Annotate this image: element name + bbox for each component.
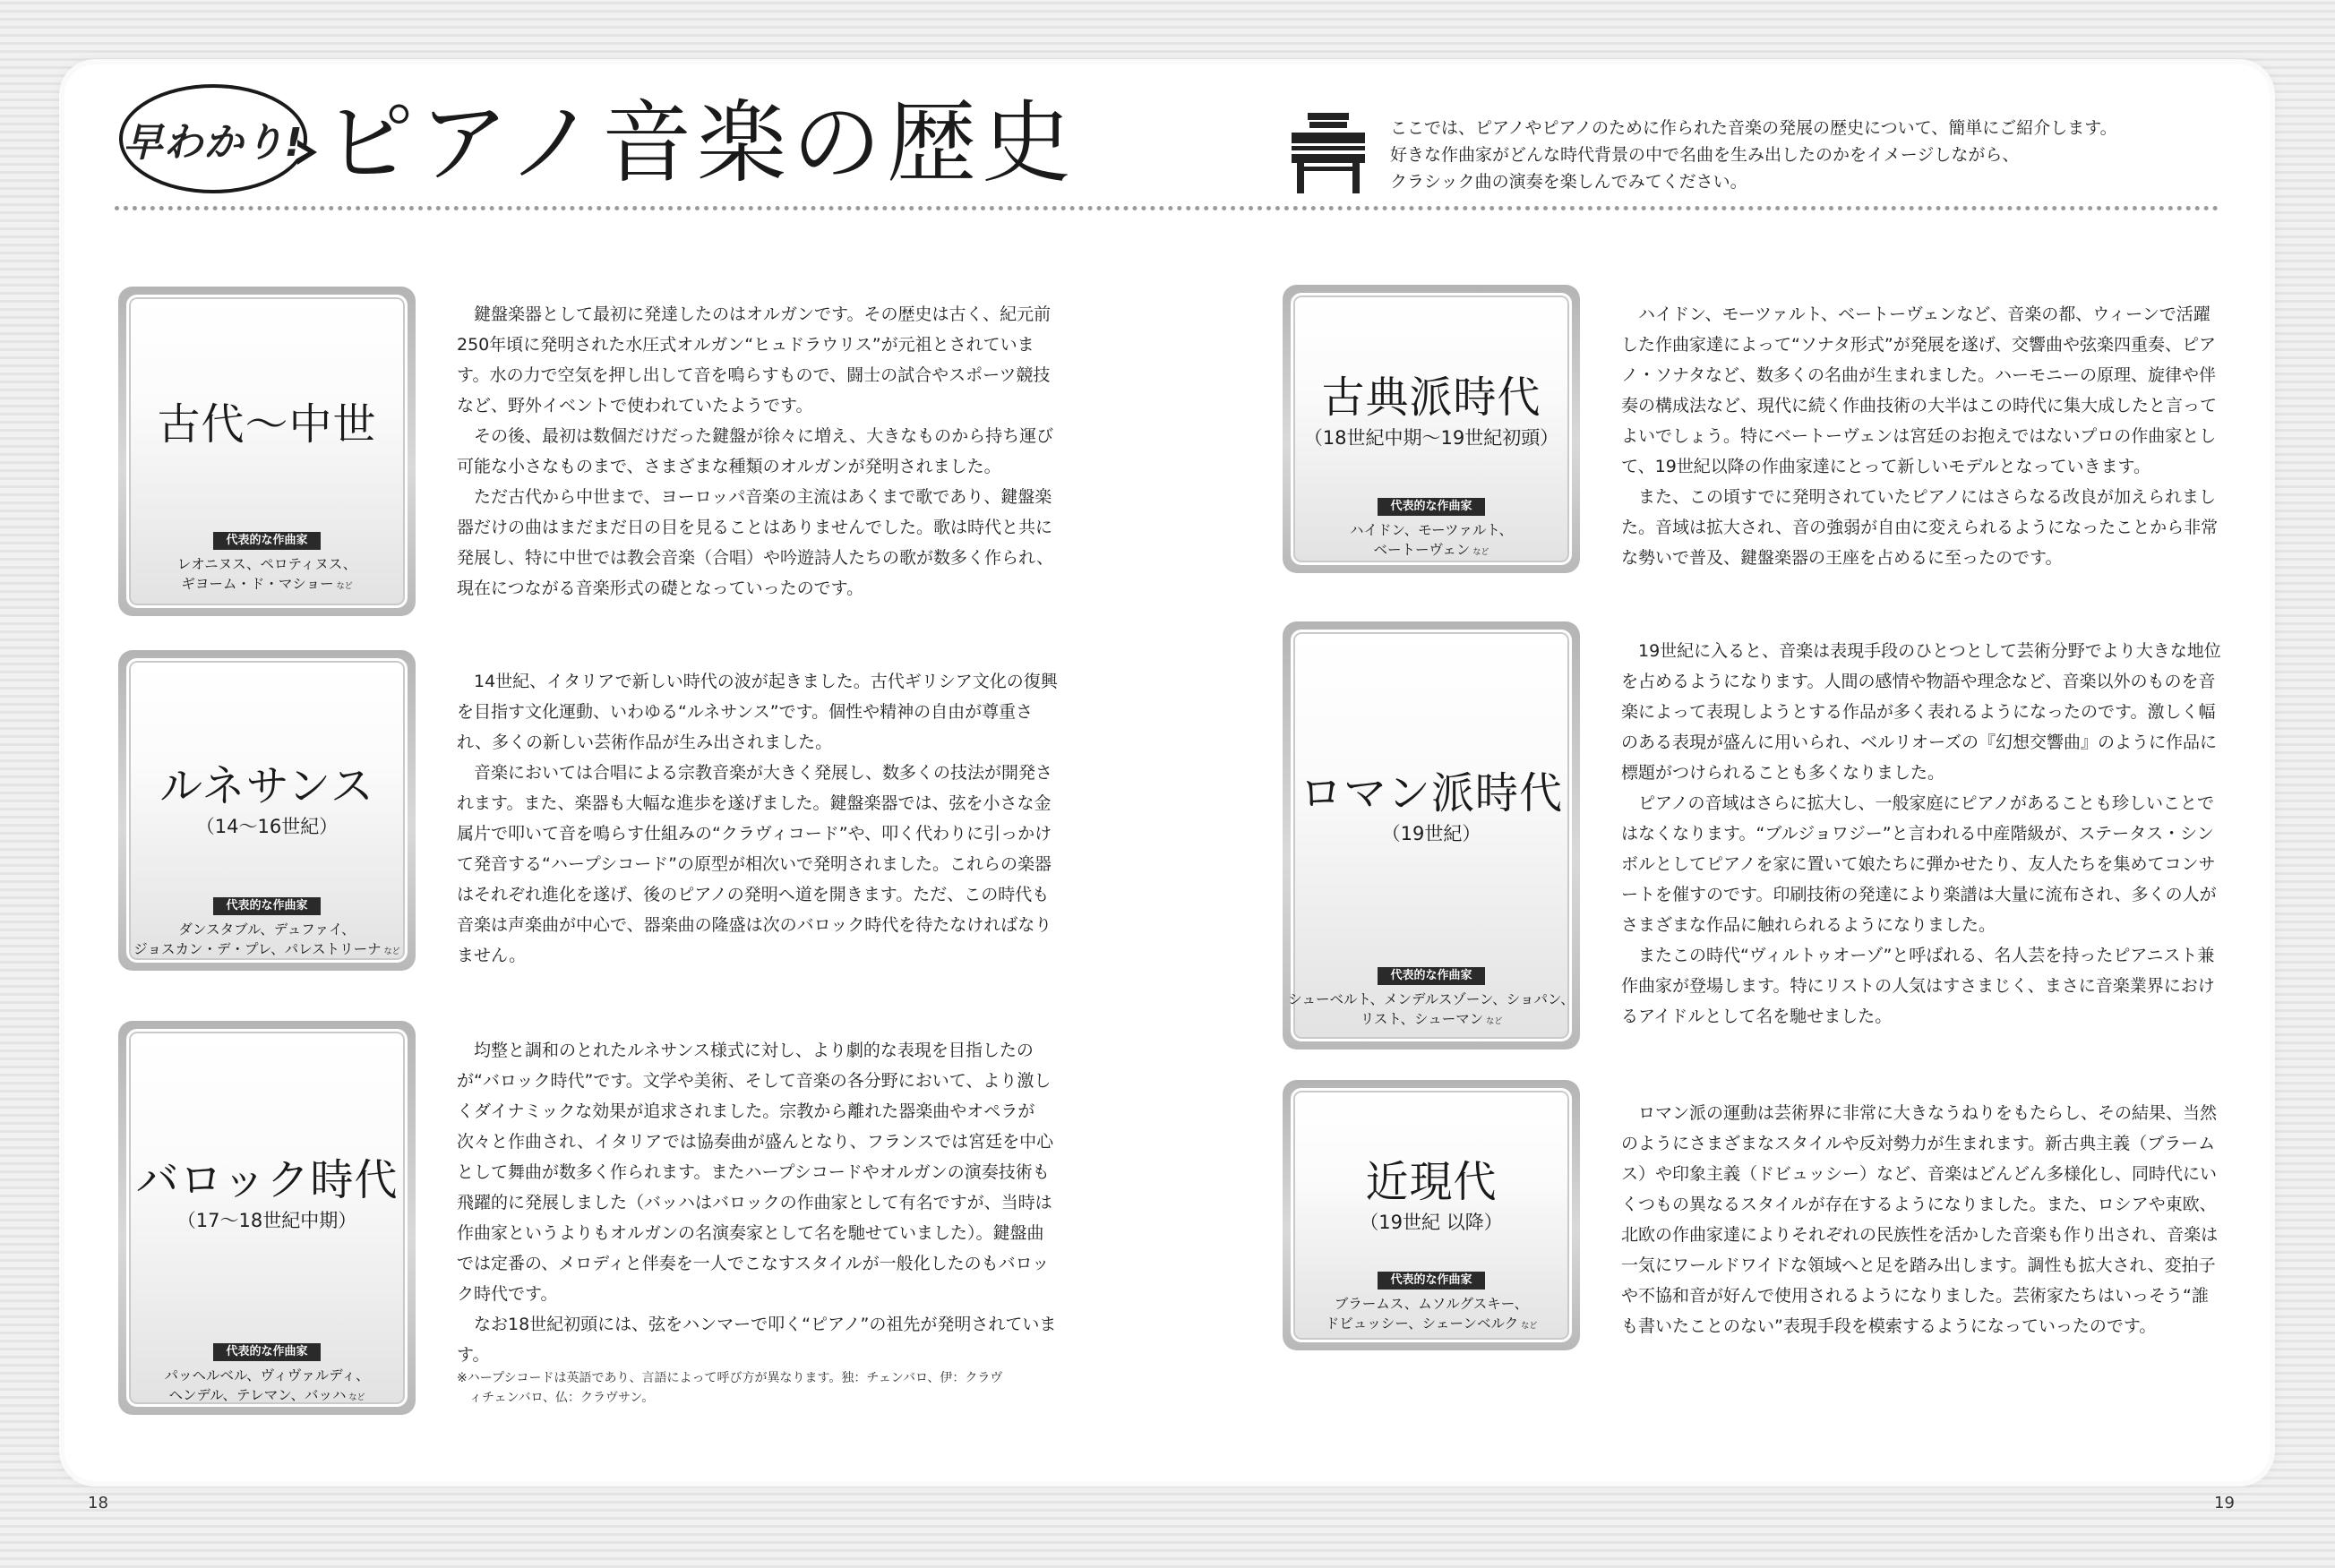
composer-names — [1350, 520, 1513, 562]
era-name: ルネサンス — [159, 761, 374, 811]
composer-line-last: ドビュッシー、シェーンベルク など — [1325, 1315, 1538, 1332]
composer-label: 代表的な作曲家 — [1378, 498, 1484, 516]
composer-names — [133, 920, 399, 962]
composer-block — [1293, 1272, 1569, 1336]
title-badge: 早わかり! — [119, 84, 307, 193]
nado-suffix: など — [1521, 1322, 1538, 1331]
paragraph: 均整と調和のとれたルネサンス様式に対し、より劇的な表現を目指したのが“バロック時代”です。文学や美術、そして音楽の各分野において、より激しくダイナミックな効果が追求されました。宗教から離れた器楽曲やオペラが次々と作曲され、イタリアでは協奏曲が盛んとなり、フランスでは宮廷を中心として舞曲が数多く作られます。またハープシコードやオルガンの演奏技術も飛躍的に発展しました（バッハはバロックの作曲家として有名ですが、当時は作曲家というよりもオルガンの名演奏家として名を馳せていました）。鍵盤曲では定番の、メロディと伴奏を一人でこなすスタイルが一般化したのもバロック時代です。 — [457, 1041, 1054, 1304]
composer-line-last: リスト、シューマン など — [1360, 1011, 1503, 1027]
nado-suffix: など — [1486, 1017, 1503, 1026]
paragraph: 19世紀に入ると、音楽は表現手段のひとつとして芸術分野でより大きな地位を占めるようになります。人間の感情や物語や理念など、音楽以外のものを音楽によって表現しようとする作品が多く表れるようになったのです。激しく幅のある表現が盛んに用いられ、ベルリオーズの『幻想交響曲』のように作品に標題がつけられることも多くなりました。 — [1621, 641, 2221, 783]
page-number-left: 18 — [88, 1494, 108, 1512]
composer-line-last: ヘンデル、テレマン、バッハ など — [168, 1387, 365, 1403]
footnote — [457, 1368, 1075, 1408]
header-divider — [115, 206, 2219, 210]
paragraph: ただ古代から中世まで、ヨーロッパ音楽の主流はあくまで歌であり、鍵盤楽器だけの曲はまだまだ日の目を見ることはありませんでした。歌は時代と共に発展し、特に中世では教会音楽（合唱）や吟遊詩人たちの歌が数多く作られ、現在につながる音楽形式の礎となっていったのです。 — [457, 487, 1054, 598]
era-card-romantic — [1283, 621, 1580, 1050]
paragraph: 音楽においては合唱による宗教音楽が大きく発展し、数多くの技法が開発されます。また、楽器も大幅な進歩を遂げました。鍵盤楽器では、弦を小さな金属片で叩いて音を鳴らす仕組みの“クラヴィコード”や、叩く代わりに引っかけて発音する“ハープシコード”の原型が相次いで発明されました。これらの楽器はそれぞれ進化を遂げ、後のピアノの発明へ道を開きます。ただ、この時代も音楽は声楽曲が中心で、器楽曲の隆盛は次のバロック時代を待たなければなりません。 — [457, 763, 1053, 965]
composer-line: パッヘルベル、ヴィヴァルディ、 — [164, 1367, 370, 1384]
era-period: （17〜18世紀中期） — [176, 1210, 357, 1231]
era-text-romantic — [1621, 636, 2223, 1032]
paragraph: またこの時代“ヴィルトゥオーゾ”と呼ばれる、名人芸を持ったピアニスト兼作曲家が登場します。特にリストの人気はすさまじく、まさに音楽業界におけるアイドルとして名を馳せました。 — [1621, 946, 2215, 1026]
paragraph: ピアノの音域はさらに拡大し、一般家庭にピアノがあることも珍しいことではなくなります。“ブルジョワジー”と言われる中産階級が、ステータス・シンボルとしてピアノを家に置いて娘たちに弾かせたり、友人たちを集めてコンサートを催すのです。印刷技術の発達により楽譜は大量に流布され、多くの人がさまざまな作品に触れられるようになりました。 — [1621, 793, 2217, 935]
paragraph: ハイドン、モーツァルト、ベートーヴェンなど、音楽の都、ウィーンで活躍した作曲家達によって“ソナタ形式”が発展を遂げ、交響曲や弦楽四重奏、ピアノ・ソナタなど、数多くの名曲が生まれました。ハーモニーの原理、旋律や伴奏の構成法など、現代に続く作曲技術の大半はこの時代に集大成したと言ってよいでしょう。特にベートーヴェンは宮廷のお抱えではないプロの作曲家として、19世紀以降の作曲家達にとって新しいモデルとなっていきます。 — [1621, 304, 2218, 476]
composer-names — [165, 1366, 370, 1408]
era-card-modern — [1283, 1080, 1580, 1350]
paragraph: 鍵盤楽器として最初に発達したのはオルガンです。その歴史は古く、紀元前250年頃に発明された水圧式オルガン“ヒュドラウリス”が元祖とされています。水の力で空気を押し出して音を鳴らすもので、闘士の試合やスポーツ競技など、野外イベントで使われていたようです。 — [457, 304, 1052, 416]
page-number-right: 19 — [2214, 1494, 2235, 1512]
composer-block — [1293, 498, 1569, 562]
intro-line: 好きな作曲家がどんな時代背景の中で名曲を生み出したのかをイメージしながら、 — [1390, 145, 2020, 165]
composer-label: 代表的な作曲家 — [1378, 1272, 1484, 1290]
era-name: 古代〜中世 — [157, 399, 377, 450]
composer-block — [129, 897, 405, 962]
intro-line: ここでは、ピアノやピアノのために作られた音楽の発展の歴史について、簡単にご紹介します。 — [1390, 118, 2117, 138]
composer-names — [1288, 990, 1574, 1032]
piano-icon — [1288, 107, 1369, 197]
era-text-baroque — [457, 1035, 1059, 1370]
composer-block — [129, 532, 405, 596]
title-badge-tail-inner — [296, 145, 308, 159]
nado-suffix: など — [1472, 548, 1489, 557]
era-name: 古典派時代 — [1321, 373, 1541, 423]
composer-label: 代表的な作曲家 — [213, 897, 320, 915]
composer-label: 代表的な作曲家 — [213, 532, 320, 550]
era-text-classical — [1621, 299, 2223, 573]
era-period: （18世紀中期〜19世紀初頭） — [1303, 427, 1559, 449]
composer-line: ブラームス、ムソルグスキー、 — [1334, 1296, 1529, 1312]
era-text-renaissance — [457, 666, 1059, 971]
page-title: ピアノ音楽の歴史 — [324, 90, 1077, 195]
footnote-line: ※ハープシコードは英語であり、言語によって呼び方が異なります。独：チェンバロ、伊：クラヴ — [457, 1371, 1003, 1385]
composer-line-last: ギヨーム・ド・マショー など — [181, 576, 353, 592]
composer-label: 代表的な作曲家 — [1378, 967, 1484, 985]
composer-names — [1326, 1294, 1537, 1336]
composer-line-last: ベートーヴェン など — [1373, 542, 1489, 558]
era-name: バロック時代 — [135, 1155, 399, 1205]
composer-line: ダンスタブル、デュファイ、 — [178, 921, 356, 938]
composer-line-last: ジョスカン・デ・プレ、パレストリーナ など — [133, 941, 400, 957]
era-period: （19世紀 以降） — [1360, 1212, 1503, 1233]
era-period: （14〜16世紀） — [195, 816, 339, 837]
era-name: 近現代 — [1365, 1157, 1498, 1207]
era-text-ancient — [457, 299, 1059, 604]
paragraph: 14世紀、イタリアで新しい時代の波が起きました。古代ギリシア文化の復興を目指す文化運動、いわゆる“ルネサンス”です。個性や精神の自由が尊重され、多くの新しい芸術作品が生み出されました。 — [457, 672, 1058, 752]
composer-block — [1288, 967, 1575, 1032]
nado-suffix: など — [336, 582, 353, 591]
era-period: （19世紀） — [1381, 823, 1481, 844]
intro-text — [1390, 115, 2196, 195]
era-card-classical — [1283, 285, 1580, 573]
composer-block — [129, 1343, 405, 1408]
era-card-baroque — [118, 1021, 416, 1415]
composer-line: ハイドン、モーツァルト、 — [1350, 522, 1513, 538]
nado-suffix: など — [348, 1393, 365, 1402]
composer-line: レオニヌス、ペロティヌス、 — [176, 556, 357, 572]
era-card-renaissance — [118, 650, 416, 971]
composer-names — [177, 554, 357, 596]
paragraph: その後、最初は数個だけだった鍵盤が徐々に増え、大きなものから持ち運び可能な小さなものまで、さまざまな種類のオルガンが発明されました。 — [457, 426, 1054, 476]
era-text-modern — [1621, 1098, 2223, 1341]
composer-label: 代表的な作曲家 — [213, 1343, 320, 1361]
era-name: ロマン派時代 — [1299, 768, 1563, 818]
nado-suffix: など — [383, 947, 400, 956]
intro-line: クラシック曲の演奏を楽しんでみてください。 — [1390, 172, 1747, 192]
composer-line: シューベルト、メンデルスゾーン、ショパン、 — [1288, 991, 1575, 1007]
footnote-line: ィチェンバロ、仏：クラヴサン。 — [457, 1391, 655, 1405]
paragraph: また、この頃すでに発明されていたピアノにはさらなる改良が加えられました。音域は拡大され、音の強弱が自由に変えられるようになったことから非常な勢いで普及、鍵盤楽器の王座を占めるに至ったのです。 — [1621, 487, 2219, 568]
paragraph: なお18世紀初頭には、弦をハンマーで叩く“ピアノ”の祖先が発明されています。 — [457, 1315, 1057, 1365]
era-card-ancient — [118, 287, 416, 616]
paragraph: ロマン派の運動は芸術界に非常に大きなうねりをもたらし、その結果、当然のようにさまざまなスタイルや反対勢力が生まれます。新古典主義（ブラームス）や印象主義（ドビュッシー）など、音楽はどんどん多様化し、同時代にいくつもの異なるスタイルが存在するようになりました。また、ロシアや東欧、北欧の作曲家達によりそれぞれの民族性を活かした音楽も作り出され、音楽は一気にワールドワイドな領域へと足を踏み出します。調性も拡大され、変拍子や不協和音が好んで使用されるようになりました。芸術家たちはいっそう“誰も書いたことのない”表現手段を模索するようになっていったのです。 — [1621, 1103, 2219, 1336]
